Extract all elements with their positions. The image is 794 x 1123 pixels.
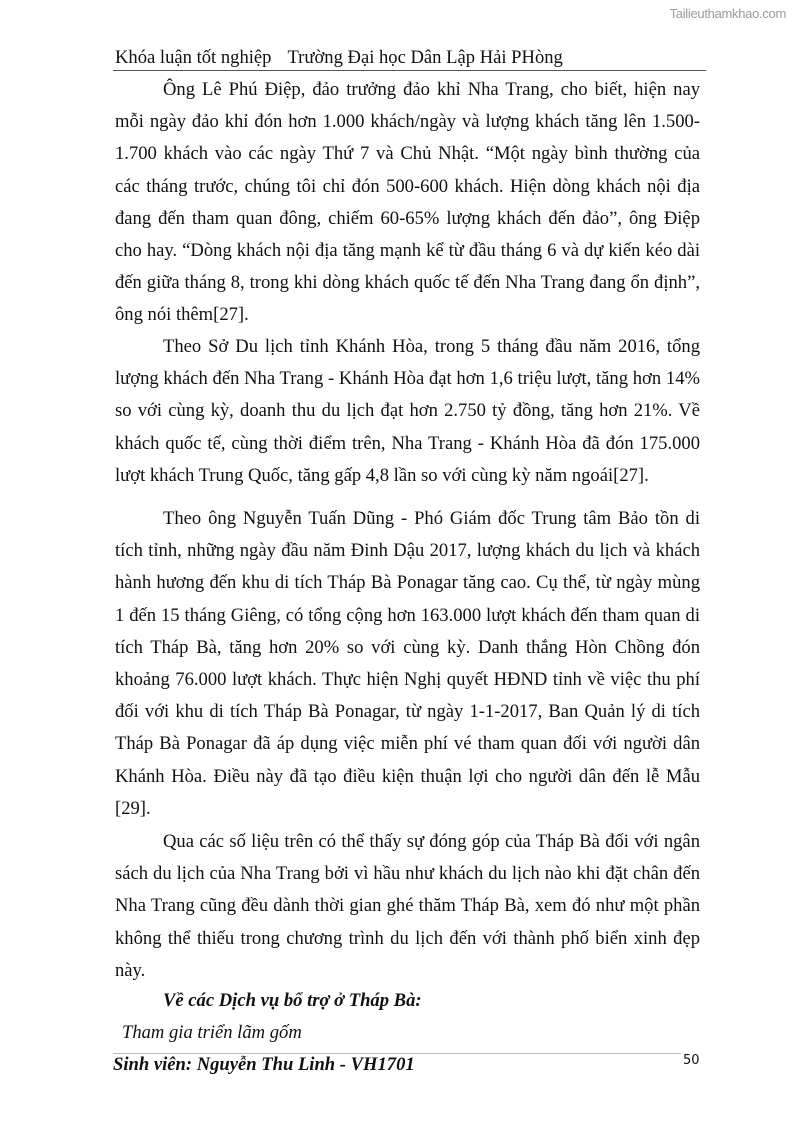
text-line: so với cùng kỳ, doanh thu du lịch đạt hơn 2.750 tỷ đồng, tăng hơn 21%. Về — [115, 400, 700, 422]
header-university: Trường Đại học Dân Lập Hải PHòng — [287, 47, 563, 68]
text-line: cho hay. “Dòng khách nội địa tăng mạnh kể từ đầu tháng 6 và dự kiến kéo dài — [115, 239, 700, 261]
paragraph — [115, 503, 700, 825]
text-line: lượng khách đến Nha Trang - Khánh Hòa đạt hơn 1,6 triệu lượt, tăng hơn 14% — [115, 368, 700, 390]
text-line: không thể thiếu trong chương trình du lịch đến với thành phố biển xinh đẹp — [115, 927, 700, 949]
page-number: 50 — [683, 1053, 700, 1068]
text-line: Ông Lê Phú Điệp, đảo trưởng đảo khỉ Nha Trang, cho biết, hiện nay — [163, 79, 700, 100]
text-line: Theo Sở Du lịch tỉnh Khánh Hòa, trong 5 tháng đầu năm 2016, tổng — [163, 336, 700, 357]
text-line: Qua các số liệu trên có thể thấy sự đóng góp của Tháp Bà đối với ngân — [163, 831, 700, 852]
text-line: [29]. — [115, 797, 151, 819]
text-line: đối với khu di tích Tháp Bà Ponagar, từ ngày 1-1-2017, Ban Quản lý di tích — [115, 701, 700, 723]
header-divider — [113, 70, 706, 71]
text-line: ông nói thêm[27]. — [115, 304, 249, 326]
text-line: khoảng 76.000 lượt khách. Thực hiện Nghị quyết HĐND tỉnh về việc thu phí — [115, 668, 700, 690]
text-line: này. — [115, 959, 146, 981]
text-line: tích tỉnh, những ngày đầu năm Đinh Dậu 2017, lượng khách du lịch và khách — [115, 540, 700, 562]
text-line: Nha Trang cũng đều dành thời gian ghé thăm Tháp Bà, xem đó như một phần — [115, 895, 700, 917]
paragraph — [115, 826, 700, 987]
text-line: đến giữa tháng 8, trong khi dòng khách quốc tế đến Nha Trang đang ổn định”, — [115, 272, 700, 294]
text-line: sách du lịch của Nha Trang bởi vì hầu như khách du lịch nào khi đặt chân đến — [115, 863, 700, 885]
text-line: lượt khách Trung Quốc, tăng gấp 4,8 lần so với cùng kỳ năm ngoái[27]. — [115, 464, 649, 486]
header-thesis-label: Khóa luận tốt nghiệp — [115, 47, 272, 68]
page-header — [115, 47, 563, 69]
text-line: Theo ông Nguyễn Tuấn Dũng - Phó Giám đốc Trung tâm Bảo tồn di — [163, 508, 700, 529]
text-line: khách quốc tế, cùng thời điểm trên, Nha Trang - Khánh Hòa đã đón 175.000 — [115, 432, 700, 454]
text-line: Khánh Hòa. Điều này đã tạo điều kiện thuận lợi cho người dân đến lễ Mẫu — [115, 765, 700, 787]
section-heading: Về các Dịch vụ bổ trợ ở Tháp Bà: — [163, 990, 422, 1011]
text-line: đang đến tham quan đông, chiếm 60-65% lượng khách đến đảo”, ông Điệp — [115, 207, 700, 229]
subheading: Tham gia triển lãm gốm — [122, 1022, 302, 1043]
text-line: 1 đến 15 tháng Giêng, có tổng cộng hơn 163.000 lượt khách đến tham quan di — [115, 604, 700, 626]
text-line: Tháp Bà Ponagar đã áp dụng việc miễn phí vé tham quan đối với người dân — [115, 733, 700, 755]
footer-author: Sinh viên: Nguyễn Thu Linh - VH1701 — [113, 1054, 415, 1075]
text-line: hành hương đến khu di tích Tháp Bà Ponagar tăng cao. Cụ thể, từ ngày mùng — [115, 572, 700, 594]
text-line: 1.700 khách vào các ngày Thứ 7 và Chủ Nhật. “Một ngày bình thường của — [115, 143, 700, 165]
paragraph — [115, 74, 700, 332]
text-line: tích Tháp Bà, tăng hơn 20% so với cùng kỳ. Danh thắng Hòn Chồng đón — [115, 636, 700, 658]
watermark: Tailieuthamkhao.com — [669, 6, 786, 21]
text-line: các tháng trước, chúng tôi chỉ đón 500-600 khách. Hiện dòng khách nội địa — [115, 175, 700, 197]
text-line: mỗi ngày đảo khỉ đón hơn 1.000 khách/ngày và lượng khách tăng lên 1.500- — [115, 111, 700, 133]
paragraph — [115, 331, 700, 492]
